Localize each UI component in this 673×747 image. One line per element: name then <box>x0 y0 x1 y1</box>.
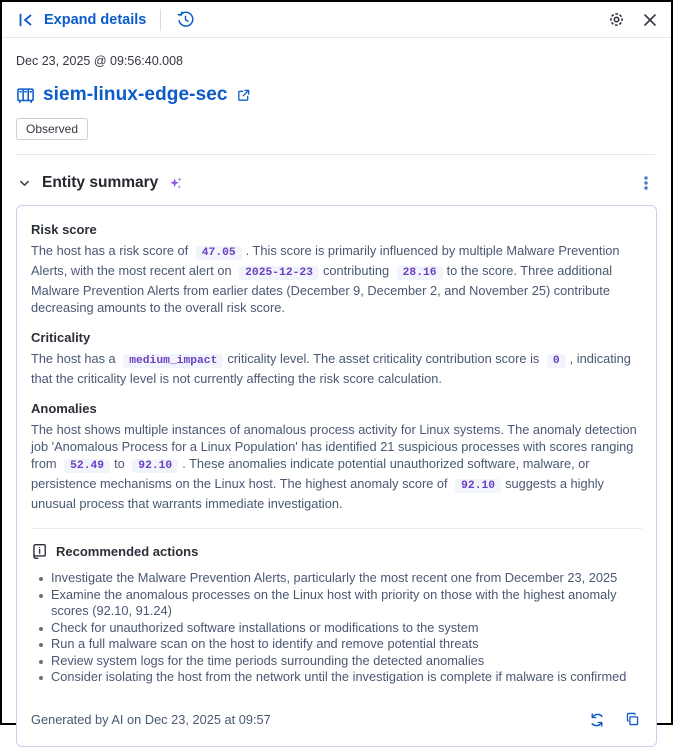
recommended-actions-list <box>31 570 642 686</box>
summary-sections <box>31 222 642 512</box>
section-heading: Anomalies <box>31 401 97 416</box>
header-divider <box>160 9 161 31</box>
arrow-start-icon <box>18 12 34 28</box>
recommended-actions-title: Recommended actions <box>56 544 199 559</box>
collapse-panel-button[interactable] <box>16 10 36 30</box>
inline-code-value: 92.10 <box>455 479 501 493</box>
close-button[interactable] <box>641 11 659 29</box>
ai-summary-card <box>16 205 657 747</box>
inline-code-value: 47.05 <box>196 246 242 260</box>
history-clock-icon <box>177 11 194 28</box>
recommended-action-item: Consider isolating the host from the network until the investigation is complete if malware is confirmed <box>37 669 642 686</box>
collapse-summary-toggle[interactable] <box>16 175 33 192</box>
flyout-header <box>2 2 671 38</box>
copy-button[interactable] <box>623 710 642 729</box>
inline-code-value: medium_impact <box>123 354 223 368</box>
recommended-action-item: Review system logs for the time periods surrounding the detected anomalies <box>37 653 642 670</box>
entity-header-section <box>2 38 671 155</box>
entity-summary-header <box>2 155 671 205</box>
host-storage-icon <box>16 86 35 105</box>
chevron-down-icon <box>18 177 31 190</box>
inline-code-value: 2025-12-23 <box>239 266 319 280</box>
event-timestamp: Dec 23, 2025 @ 09:56:40.008 <box>16 54 183 68</box>
section-heading: Criticality <box>31 330 91 345</box>
regenerate-button[interactable] <box>587 710 607 730</box>
inline-code-value: 92.10 <box>132 459 178 473</box>
close-icon <box>643 13 657 27</box>
expand-details-label: Expand details <box>44 11 147 28</box>
card-divider <box>31 528 642 529</box>
generated-by-ai-text: Generated by AI on Dec 23, 2025 at 09:57 <box>31 712 271 727</box>
inline-code-value: 52.49 <box>64 459 110 473</box>
inline-code-value: 0 <box>547 354 566 368</box>
section-paragraph: The host has a medium_impact criticality level. The asset criticality contribution score is 0 , indicating that the criticality level is not currently affecting the risk score calculation. <box>31 351 631 386</box>
recommended-action-item: Run a full malware scan on the host to identify and remove potential threats <box>37 636 642 653</box>
settings-button[interactable] <box>606 9 627 30</box>
recommended-action-item: Check for unauthorized software installations or modifications to the system <box>37 620 642 637</box>
section-paragraph: The host shows multiple instances of anomalous process activity for Linux systems. The anomaly detection job 'Anomalous Process for a Linux Population' has identified 21 suspicious processes with scores ranging from 52.49 to 92.10 . These anomalies indicate potential unauthorized software, malware, or persistence mechanisms on the Linux host. The highest anomaly score of 92.10 suggests a highly unusual process that warrants immediate investigation. <box>31 422 637 511</box>
section-paragraph: The host has a risk score of 47.05 . This score is primarily influenced by multiple Malware Prevention Alerts, with the most recent alert on 2025-12-23 contributing 28.16 to the score. Three additional Malware Prevention Alerts from earlier dates (December 9, December 2, and November 25) contribute decreasing amounts to the overall risk score. <box>31 243 620 315</box>
observed-status-badge: Observed <box>16 118 88 140</box>
entity-summary-title: Entity summary <box>42 174 159 191</box>
recommended-action-item: Investigate the Malware Prevention Alerts, particularly the most recent one from December 23, 2025 <box>37 570 642 587</box>
refresh-icon <box>589 712 605 728</box>
ai-sparkles-icon <box>167 174 185 192</box>
history-button[interactable] <box>175 9 196 30</box>
section-heading: Risk score <box>31 222 97 237</box>
vertical-ellipsis-icon <box>639 175 653 191</box>
inline-code-value: 28.16 <box>397 266 443 280</box>
gear-icon <box>608 11 625 28</box>
expand-details-button[interactable] <box>44 12 146 28</box>
recommended-action-item: Examine the anomalous processes on the Linux host with priority on those with the highest anomaly scores (92.10, 91.24) <box>37 587 642 620</box>
open-host-details-popout-icon[interactable] <box>236 88 251 103</box>
host-name-link[interactable]: siem-linux-edge-sec <box>43 84 228 105</box>
summary-options-button[interactable] <box>637 173 655 193</box>
documentation-icon <box>31 543 48 560</box>
